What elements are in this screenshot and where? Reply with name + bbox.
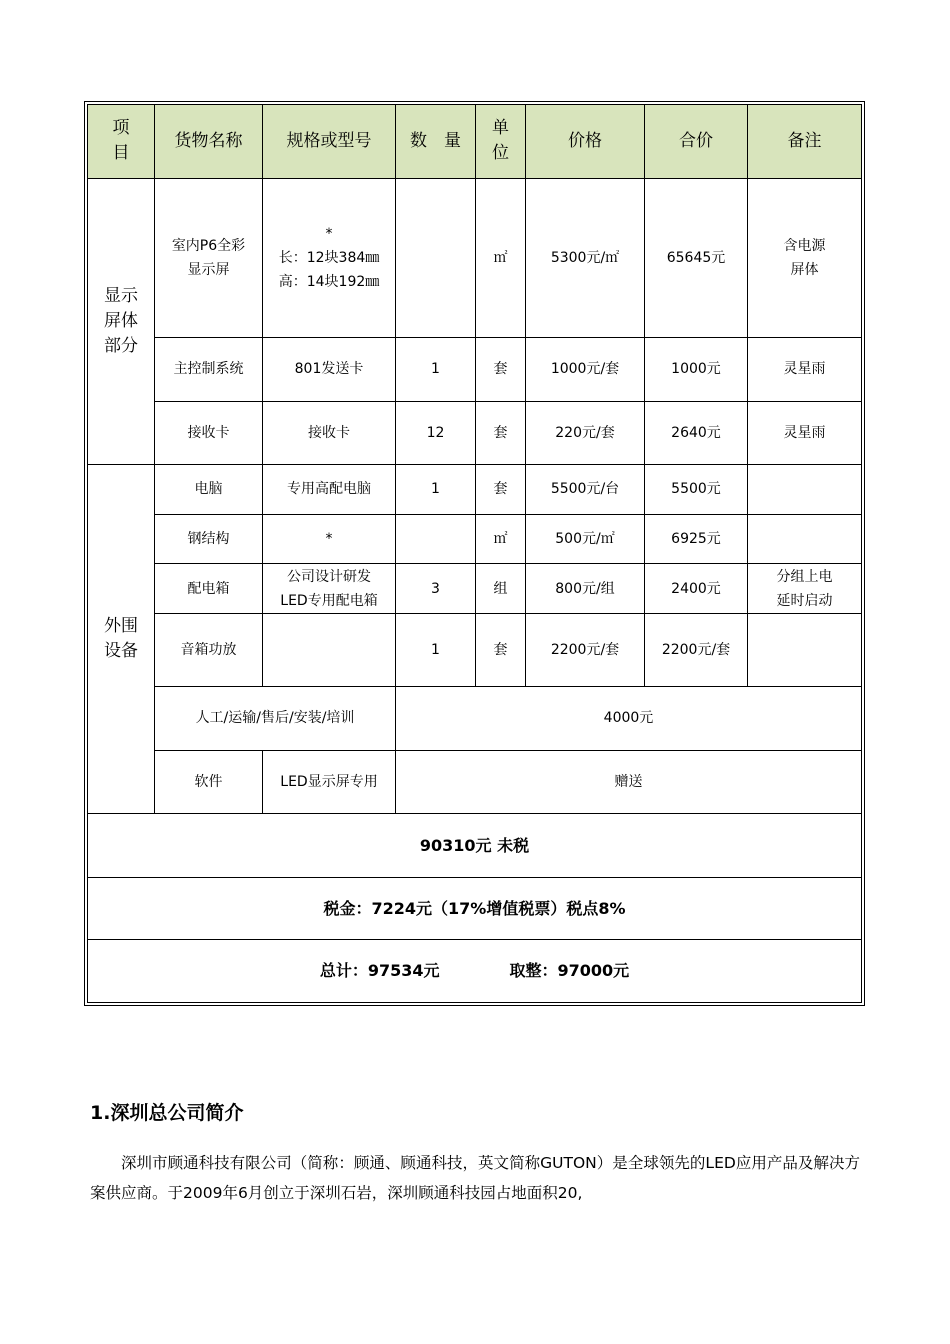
cell-note xyxy=(748,465,862,514)
cell-note: 含电源 屏体 xyxy=(748,178,862,337)
cell-unit: 组 xyxy=(476,564,526,614)
table-row xyxy=(88,401,862,465)
group-peripheral: 外围 设备 xyxy=(88,465,155,814)
header-total: 合价 xyxy=(645,105,748,179)
labor-label: 人工/运输/售后/安装/培训 xyxy=(155,687,396,751)
cell-name: 电脑 xyxy=(155,465,263,514)
software-value: 赠送 xyxy=(396,750,862,814)
cell-price: 500元/㎡ xyxy=(526,514,645,563)
cell-qty: 1 xyxy=(396,614,476,687)
cell-name: 接收卡 xyxy=(155,401,263,465)
cell-note: 灵星雨 xyxy=(748,338,862,402)
labor-value: 4000元 xyxy=(396,687,862,751)
table-row xyxy=(88,614,862,687)
header-unit: 单 位 xyxy=(476,105,526,179)
cell-name: 配电箱 xyxy=(155,564,263,614)
cell-unit: ㎡ xyxy=(476,514,526,563)
tax-row xyxy=(88,877,862,940)
cell-note xyxy=(748,614,862,687)
cell-unit: 套 xyxy=(476,401,526,465)
cell-qty: 3 xyxy=(396,564,476,614)
table-row xyxy=(88,465,862,514)
cell-price: 800元/组 xyxy=(526,564,645,614)
cell-note: 分组上电 延时启动 xyxy=(748,564,862,614)
cell-spec xyxy=(263,614,396,687)
quotation-table xyxy=(87,104,862,1003)
cell-spec: 801发送卡 xyxy=(263,338,396,402)
header-note: 备注 xyxy=(748,105,862,179)
header-quantity: 数 量 xyxy=(396,105,476,179)
cell-total: 6925元 xyxy=(645,514,748,563)
cell-spec: 专用高配电脑 xyxy=(263,465,396,514)
cell-spec: 公司设计研发 LED专用配电箱 xyxy=(263,564,396,614)
software-row xyxy=(88,750,862,814)
cell-price: 2200元/套 xyxy=(526,614,645,687)
group-display: 显示 屏体 部分 xyxy=(88,178,155,465)
cell-note: 灵星雨 xyxy=(748,401,862,465)
cell-name: 室内P6全彩 显示屏 xyxy=(155,178,263,337)
grand-total: 总计：97534元 xyxy=(319,961,440,981)
cell-total: 2200元/套 xyxy=(645,614,748,687)
company-intro-paragraph: 深圳市顾通科技有限公司（简称：顾通、顾通科技，英文简称GUTON）是全球领先的LED应用产品及解决方案供应商。于2009年6月创立于深圳石岩，深圳顾通科技园占地面积20, xyxy=(90,1154,860,1202)
cell-name: 钢结构 xyxy=(155,514,263,563)
cell-total: 2640元 xyxy=(645,401,748,465)
table-row xyxy=(88,514,862,563)
cell-unit: ㎡ xyxy=(476,178,526,337)
table-row xyxy=(88,564,862,614)
subtotal: 90310元 未税 xyxy=(88,814,862,878)
cell-spec: 接收卡 xyxy=(263,401,396,465)
subtotal-row xyxy=(88,814,862,878)
cell-price: 1000元/套 xyxy=(526,338,645,402)
header-price: 价格 xyxy=(526,105,645,179)
cell-total: 5500元 xyxy=(645,465,748,514)
table-header-row xyxy=(88,105,862,179)
cell-price: 5500元/台 xyxy=(526,465,645,514)
header-goods-name: 货物名称 xyxy=(155,105,263,179)
cell-spec: * 长：12块384㎜ 高：14块192㎜ xyxy=(263,178,396,337)
cell-unit: 套 xyxy=(476,338,526,402)
cell-name: 音箱功放 xyxy=(155,614,263,687)
cell-note xyxy=(748,514,862,563)
cell-qty: 1 xyxy=(396,338,476,402)
header-spec: 规格或型号 xyxy=(263,105,396,179)
cell-unit: 套 xyxy=(476,465,526,514)
rounded-total: 取整：97000元 xyxy=(509,961,630,981)
cell-spec: * xyxy=(263,514,396,563)
cell-qty: 12 xyxy=(396,401,476,465)
total-row xyxy=(88,940,862,1003)
software-spec: LED显示屏专用 xyxy=(263,750,396,814)
table-row xyxy=(88,178,862,337)
cell-price: 220元/套 xyxy=(526,401,645,465)
total-cell xyxy=(88,940,862,1003)
cell-qty: 1 xyxy=(396,465,476,514)
cell-price: 5300元/㎡ xyxy=(526,178,645,337)
table-row xyxy=(88,338,862,402)
cell-qty xyxy=(396,178,476,337)
cell-total: 65645元 xyxy=(645,178,748,337)
cell-total: 1000元 xyxy=(645,338,748,402)
cell-name: 主控制系统 xyxy=(155,338,263,402)
cell-total: 2400元 xyxy=(645,564,748,614)
tax: 税金：7224元（17%增值税票）税点8% xyxy=(88,877,862,940)
header-item: 项 目 xyxy=(88,105,155,179)
section-heading: 1.深圳总公司简介 xyxy=(90,1102,244,1124)
cell-unit: 套 xyxy=(476,614,526,687)
software-name: 软件 xyxy=(155,750,263,814)
cell-qty xyxy=(396,514,476,563)
labor-row xyxy=(88,687,862,751)
